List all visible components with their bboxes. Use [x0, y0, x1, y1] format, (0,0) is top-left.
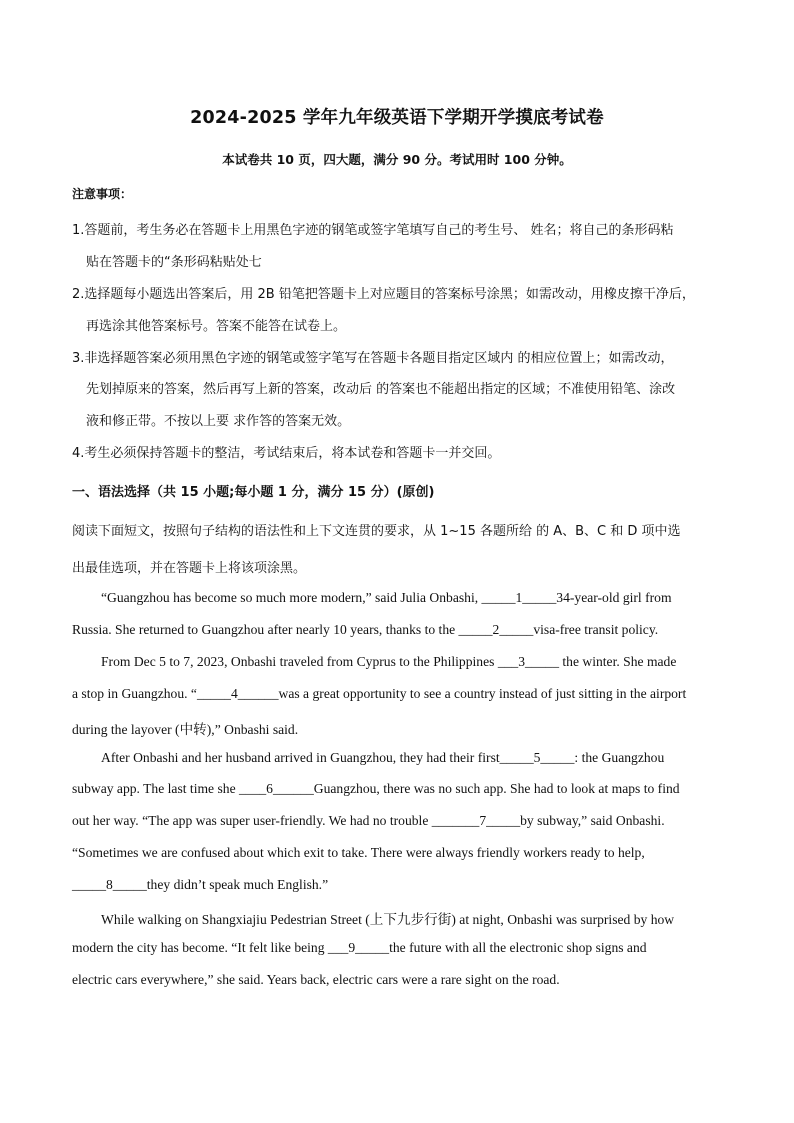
passage-line: From Dec 5 to 7, 2023, Onbashi traveled from Cyprus to the Philippines ___3_____ the winter. She made	[101, 654, 677, 669]
passage-line: While walking on Shangxiajiu Pedestrian Street (上下九步行街) at night, Onbashi was surprised by how	[101, 912, 675, 927]
notice-line: 4.考生必须保持答题卡的整洁，考试结束后，将本试卷和答题卡一并交回。	[72, 446, 501, 461]
notice-line: 3.非选择题答案必须用黑色字迹的钢笔或签字笔写在答题卡各题目指定区域内 的相应位置上；如需改动，	[72, 351, 674, 366]
page-title: 2024-2025 学年九年级英语下学期开学摸底考试卷	[190, 108, 604, 128]
passage-line: subway app. The last time she ____6______Guangzhou, there was no such app. She had to look at maps to find	[72, 781, 680, 796]
section-heading: 一、语法选择（共 15 小题;每小题 1 分，满分 15 分）(原创)	[72, 485, 435, 500]
passage-line: _____8_____they didn’t speak much English.”	[72, 877, 329, 892]
notice-heading: 注意事项：	[72, 187, 133, 201]
passage-line: electric cars everywhere,” she said. Years back, electric cars were a rare sight on the road.	[72, 972, 560, 987]
passage-line: Russia. She returned to Guangzhou after nearly 10 years, thanks to the _____2_____visa-free transit policy.	[72, 622, 659, 637]
passage-line: a stop in Guangzhou. “_____4______was a great opportunity to see a country instead of just sitting in the airport	[72, 686, 687, 701]
instruction-line: 出最佳选项，并在答题卡上将该项涂黑。	[72, 561, 307, 576]
passage-line: After Onbashi and her husband arrived in Guangzhou, they had their first_____5_____: the Guangzhou	[101, 750, 665, 765]
instruction-line: 阅读下面短文，按照句子结构的语法性和上下文连贯的要求，从 1~15 各题所给 的 A、B、C 和 D 项中选	[72, 524, 681, 539]
notice-line: 再选涂其他答案标号。答案不能答在试卷上。	[86, 319, 347, 334]
passage-line: “Sometimes we are confused about which exit to take. There were always friendly workers ready to help,	[72, 845, 645, 860]
notice-line: 贴在答题卡的“条形码粘贴处七	[86, 255, 262, 270]
passage-line: modern the city has become. “It felt like being ___9_____the future with all the electronic shop signs and	[72, 940, 647, 955]
passage-line: “Guangzhou has become so much more modern,” said Julia Onbashi, _____1_____34-year-old girl from	[101, 590, 672, 605]
passage-line: out her way. “The app was super user-friendly. We had no trouble _______7_____by subway,” said Onbashi.	[72, 813, 665, 828]
notice-line: 先划掉原来的答案，然后再写上新的答案，改动后 的答案也不能超出指定的区域；不准使用铅笔、涂改	[86, 382, 676, 397]
exam-info: 本试卷共 10 页，四大题，满分 90 分。考试用时 100 分钟。	[222, 152, 572, 167]
notice-line: 1.答题前，考生务必在答题卡上用黑色字迹的钢笔或签字笔填写自己的考生号、 姓名；将自己的条形码粘	[72, 223, 674, 238]
notice-line: 2.选择题每小题选出答案后，用 2B 铅笔把答题卡上对应题目的答案标号涂黑；如需改动，用橡皮擦干净后，	[72, 287, 695, 302]
notice-line: 液和修正带。不按以上要 求作答的答案无效。	[86, 414, 351, 429]
passage-line: during the layover (中转),” Onbashi said.	[72, 722, 299, 737]
